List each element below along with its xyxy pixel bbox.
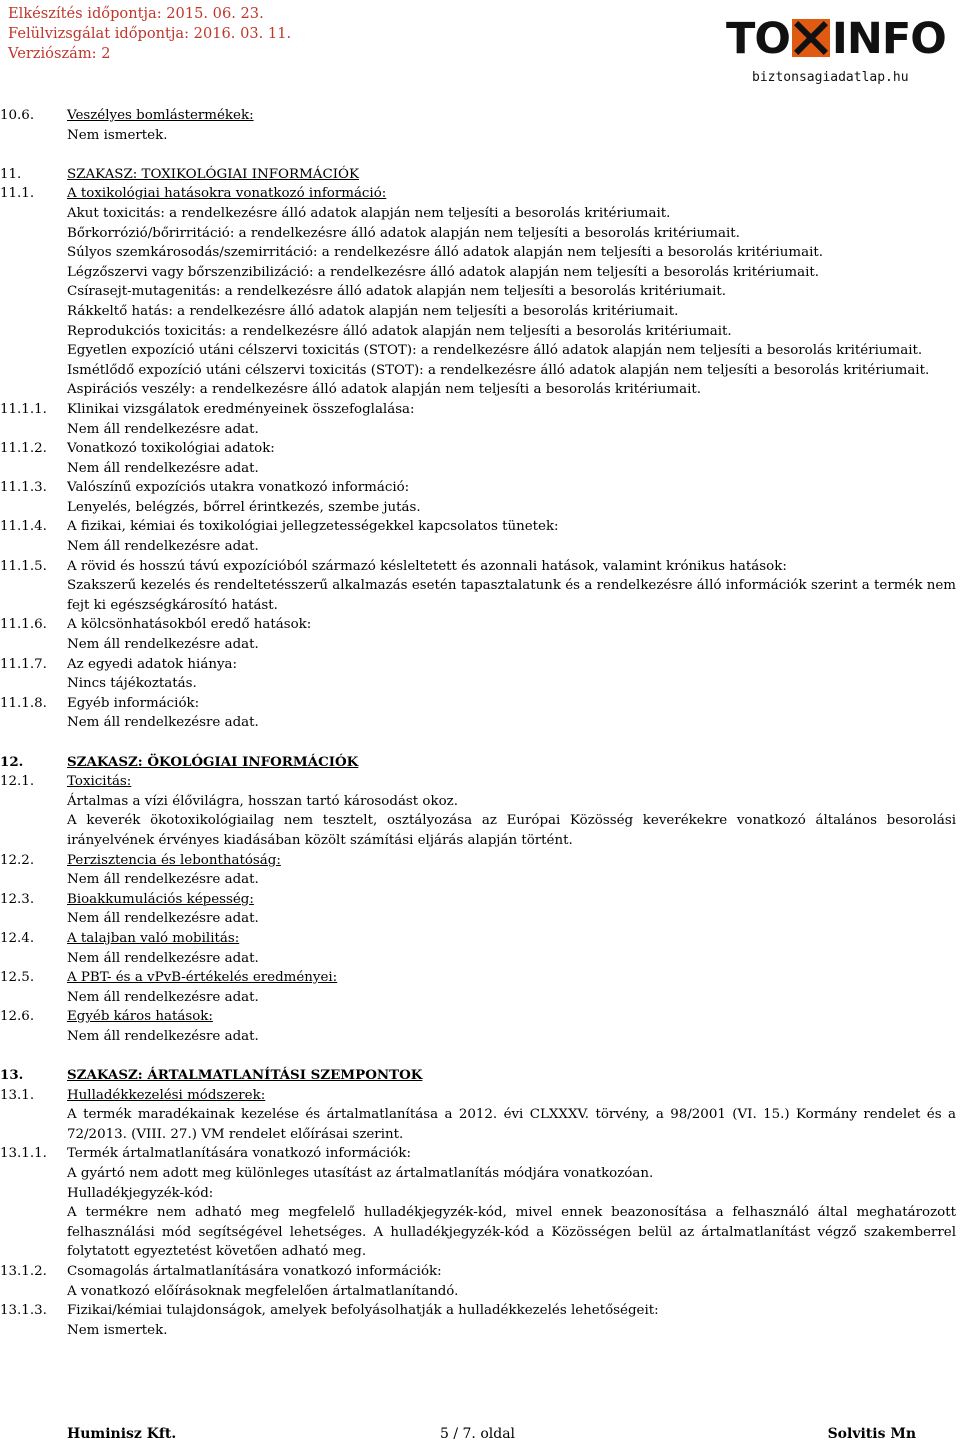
document-row [0, 851, 960, 871]
document-row [0, 674, 960, 694]
document-row [0, 1262, 960, 1282]
footer-product: Solvitis Mn [827, 1426, 916, 1442]
section-text: Ismétlődő expozíció utáni célszervi toxicitás (STOT): a rendelkezésre álló adatok alapján nem teljesíti a besorolás kritériumait. [67, 362, 930, 378]
document-row [0, 988, 960, 1008]
site-url: biztonsagiadatlap.hu [752, 70, 909, 85]
section-text: Akut toxicitás: a rendelkezésre álló adatok alapján nem teljesíti a besorolás kritériumait. [67, 205, 671, 221]
section-heading: SZAKASZ: ÁRTALMATLANÍTÁSI SZEMPONTOK [67, 1067, 423, 1084]
section-text: Nem ismertek. [67, 127, 168, 143]
document-row [0, 909, 960, 929]
document-row [0, 1164, 960, 1184]
section-number: 12. [0, 753, 24, 770]
section-number: 11.1.5. [0, 558, 47, 574]
section-text: Nem áll rendelkezésre adat. [67, 715, 259, 731]
section-number: 12.3. [0, 891, 35, 907]
document-row [0, 165, 960, 185]
section-number: 13.1. [0, 1087, 35, 1103]
section-text: Hulladékjegyzék-kód: [67, 1185, 214, 1201]
section-text: Légzőszervi vagy bőrszenzibilizáció: a rendelkezésre álló adatok alapján nem teljesíti a besorolás kritériumait. [67, 264, 820, 280]
document-row [0, 439, 960, 459]
document-row [0, 1007, 960, 1027]
section-number: 12.5. [0, 970, 35, 986]
document-row [0, 478, 960, 498]
section-number: 11.1. [0, 186, 35, 202]
document-row [0, 968, 960, 988]
section-heading: Klinikai vizsgálatok eredményeinek összefoglalása: [67, 401, 415, 417]
section-text: A termékre nem adható meg megfelelő hulladékjegyzék-kód, mivel ennek beazonosítása a felhasználó által meghatározott felhasználási mód segítségével lehetséges. A hulladékjegyzék-kód a Közösségen belül az ártalmatlanítást végző szakemberrel folytatott egyeztetést követően adható meg. [67, 1205, 956, 1260]
section-text: Csírasejt-mutagenitás: a rendelkezésre álló adatok alapján nem teljesíti a besorolás kritériumait. [67, 284, 727, 300]
section-text: A gyártó nem adott meg különleges utasítást az ártalmatlanítás módjára vonatkozóan. [67, 1166, 654, 1182]
section-heading: Valószínű expozíciós utakra vonatkozó információ: [67, 480, 410, 496]
page-number: 5 / 7. oldal [440, 1426, 516, 1442]
section-number: 11.1.2. [0, 441, 47, 457]
document-row [0, 498, 960, 518]
document-row [0, 1203, 960, 1262]
section-text: Nem áll rendelkezésre adat. [67, 460, 259, 476]
section-number: 12.4. [0, 930, 35, 946]
section-text: Szakszerű kezelés és rendeltetésszerű alkalmazás esetén tapasztalatunk és a rendelkezésre álló információk szerint a termék nem fejt ki egészségkárosító hatást. [67, 578, 956, 613]
section-number: 11.1.4. [0, 519, 47, 535]
logo-x-icon [792, 19, 830, 57]
document-row [0, 380, 960, 400]
document-row [0, 243, 960, 263]
section-number: 12.2. [0, 852, 35, 868]
document-row [0, 890, 960, 910]
document-row [0, 282, 960, 302]
section-text: Nem áll rendelkezésre adat. [67, 911, 259, 927]
section-heading: Egyéb káros hatások: [67, 1009, 213, 1025]
section-number: 13.1.3. [0, 1303, 47, 1319]
section-heading: Bioakkumulációs képesség: [67, 891, 254, 907]
prepared-date: Elkészítés időpontja: 2015. 06. 23. [8, 5, 264, 22]
document-row [0, 537, 960, 557]
section-text: Nem áll rendelkezésre adat. [67, 1028, 259, 1044]
logo-text-info: INFO [831, 14, 946, 64]
section-text: A vonatkozó előírásoknak megfelelően ártalmatlanítandó. [67, 1283, 459, 1299]
section-spacer [0, 145, 960, 165]
logo-text-to: TO [726, 14, 790, 64]
version-number: Verziószám: 2 [8, 45, 111, 62]
section-heading: Az egyedi adatok hiánya: [67, 656, 238, 672]
section-heading: Fizikai/kémiai tulajdonságok, amelyek befolyásolhatják a hulladékkezelés lehetőségeit: [67, 1303, 659, 1319]
section-text: Egyetlen expozíció utáni célszervi toxicitás (STOT): a rendelkezésre álló adatok alapján nem teljesíti a besorolás kritériumait. [67, 343, 923, 359]
document-row [0, 753, 960, 773]
section-text: A keverék ökotoxikológiailag nem tesztelt, osztályozása az Európai Közösség keverékekre vonatkozó általános besorolási irányelvének érvényes kiadásában közölt számítási eljárás alapján történt. [67, 813, 956, 848]
section-text: Nem ismertek. [67, 1322, 168, 1338]
section-number: 11.1.7. [0, 656, 47, 672]
section-heading: Egyéb információk: [67, 695, 200, 711]
section-text: Nincs tájékoztatás. [67, 676, 197, 692]
section-heading: A rövid és hosszú távú expozícióból származó késleltetett és azonnali hatások, valamint krónikus hatások: [67, 558, 787, 574]
section-text: Ártalmas a vízi élővilágra, hosszan tartó károsodást okoz. [67, 793, 458, 809]
document-row [0, 322, 960, 342]
toxinfo-logo [726, 14, 946, 74]
section-heading: Perzisztencia és lebonthatóság: [67, 852, 281, 868]
document-row [0, 772, 960, 792]
section-text: Reprodukciós toxicitás: a rendelkezésre álló adatok alapján nem teljesíti a besorolás kritériumait. [67, 323, 732, 339]
section-number: 11.1.8. [0, 695, 47, 711]
document-row [0, 811, 960, 850]
document-row [0, 576, 960, 615]
document-row [0, 792, 960, 812]
section-text: Nem áll rendelkezésre adat. [67, 421, 259, 437]
section-heading: SZAKASZ: TOXIKOLÓGIAI INFORMÁCIÓK [67, 166, 359, 182]
document-row [0, 126, 960, 146]
section-spacer [0, 733, 960, 753]
section-number: 11.1.6. [0, 617, 47, 633]
document-row [0, 694, 960, 714]
document-row [0, 420, 960, 440]
document-row [0, 557, 960, 577]
section-heading: Veszélyes bomlástermékek: [67, 108, 254, 123]
document-row [0, 870, 960, 890]
section-text: Rákkeltő hatás: a rendelkezésre álló adatok alapján nem teljesíti a besorolás kritériumait. [67, 303, 679, 319]
section-text: Súlyos szemkárosodás/szemirritáció: a rendelkezésre álló adatok alapján nem teljesíti a besorolás kritériumait. [67, 245, 823, 261]
document-row [0, 949, 960, 969]
document-row [0, 106, 960, 126]
document-row [0, 1144, 960, 1164]
document-row [0, 1027, 960, 1047]
section-text: Lenyelés, belégzés, bőrrel érintkezés, szembe jutás. [67, 499, 421, 515]
section-heading: A toxikológiai hatásokra vonatkozó információ: [67, 186, 387, 202]
section-number: 10.6. [0, 108, 35, 123]
document-row [0, 361, 960, 381]
footer-company: Huminisz Kft. [67, 1426, 177, 1442]
document-row [0, 400, 960, 420]
document-row [0, 615, 960, 635]
section-heading: Vonatkozó toxikológiai adatok: [67, 441, 275, 457]
section-number: 11.1.1. [0, 401, 47, 417]
document-row [0, 184, 960, 204]
section-heading: Hulladékkezelési módszerek: [67, 1087, 266, 1103]
document-row [0, 1066, 960, 1086]
section-heading: Termék ártalmatlanítására vonatkozó információk: [67, 1146, 411, 1162]
document-row [0, 1321, 960, 1341]
section-heading: A talajban való mobilitás: [67, 930, 240, 946]
section-heading: A kölcsönhatásokból eredő hatások: [67, 617, 312, 633]
document-body [0, 106, 960, 1340]
section-text: Nem áll rendelkezésre adat. [67, 950, 259, 966]
document-row [0, 517, 960, 537]
document-row [0, 224, 960, 244]
section-heading: SZAKASZ: ÖKOLÓGIAI INFORMÁCIÓK [67, 753, 359, 770]
section-number: 12.6. [0, 1009, 35, 1025]
document-row [0, 713, 960, 733]
document-metadata [8, 4, 291, 64]
document-row [0, 302, 960, 322]
section-text: A termék maradékainak kezelése és ártalmatlanítása a 2012. évi CLXXXV. törvény, a 98/2001 (VI. 15.) Kormány rendelet és a 72/2013. (VIII. 27.) VM rendelet előírásai szerint. [67, 1107, 956, 1142]
document-row [0, 204, 960, 224]
document-row [0, 1282, 960, 1302]
revision-date: Felülvizsgálat időpontja: 2016. 03. 11. [8, 25, 292, 42]
section-text: Nem áll rendelkezésre adat. [67, 872, 259, 888]
document-row [0, 1301, 960, 1321]
document-row [0, 929, 960, 949]
document-row [0, 1086, 960, 1106]
document-row [0, 459, 960, 479]
section-number: 13.1.2. [0, 1264, 47, 1280]
document-row [0, 1184, 960, 1204]
section-number: 11.1.3. [0, 480, 47, 496]
document-row [0, 1105, 960, 1144]
section-heading: Csomagolás ártalmatlanítására vonatkozó információk: [67, 1264, 442, 1280]
section-text: Bőrkorrózió/bőrirritáció: a rendelkezésre álló adatok alapján nem teljesíti a besorolás kritériumait. [67, 225, 740, 241]
section-heading: A fizikai, kémiai és toxikológiai jellegzetességekkel kapcsolatos tünetek: [67, 519, 559, 535]
document-row [0, 655, 960, 675]
section-number: 13. [0, 1067, 24, 1084]
section-heading: A PBT- és a vPvB-értékelés eredményei: [67, 970, 338, 986]
section-text: Nem áll rendelkezésre adat. [67, 989, 259, 1005]
document-row [0, 263, 960, 283]
document-row [0, 341, 960, 361]
section-heading: Toxicitás: [67, 774, 132, 790]
section-number: 12.1. [0, 774, 35, 790]
section-text: Aspirációs veszély: a rendelkezésre álló adatok alapján nem teljesíti a besorolás kritériumait. [67, 382, 701, 398]
section-number: 11. [0, 166, 22, 182]
section-number: 13.1.1. [0, 1146, 47, 1162]
section-text: Nem áll rendelkezésre adat. [67, 539, 259, 555]
section-spacer [0, 1047, 960, 1067]
section-text: Nem áll rendelkezésre adat. [67, 637, 259, 653]
document-row [0, 635, 960, 655]
